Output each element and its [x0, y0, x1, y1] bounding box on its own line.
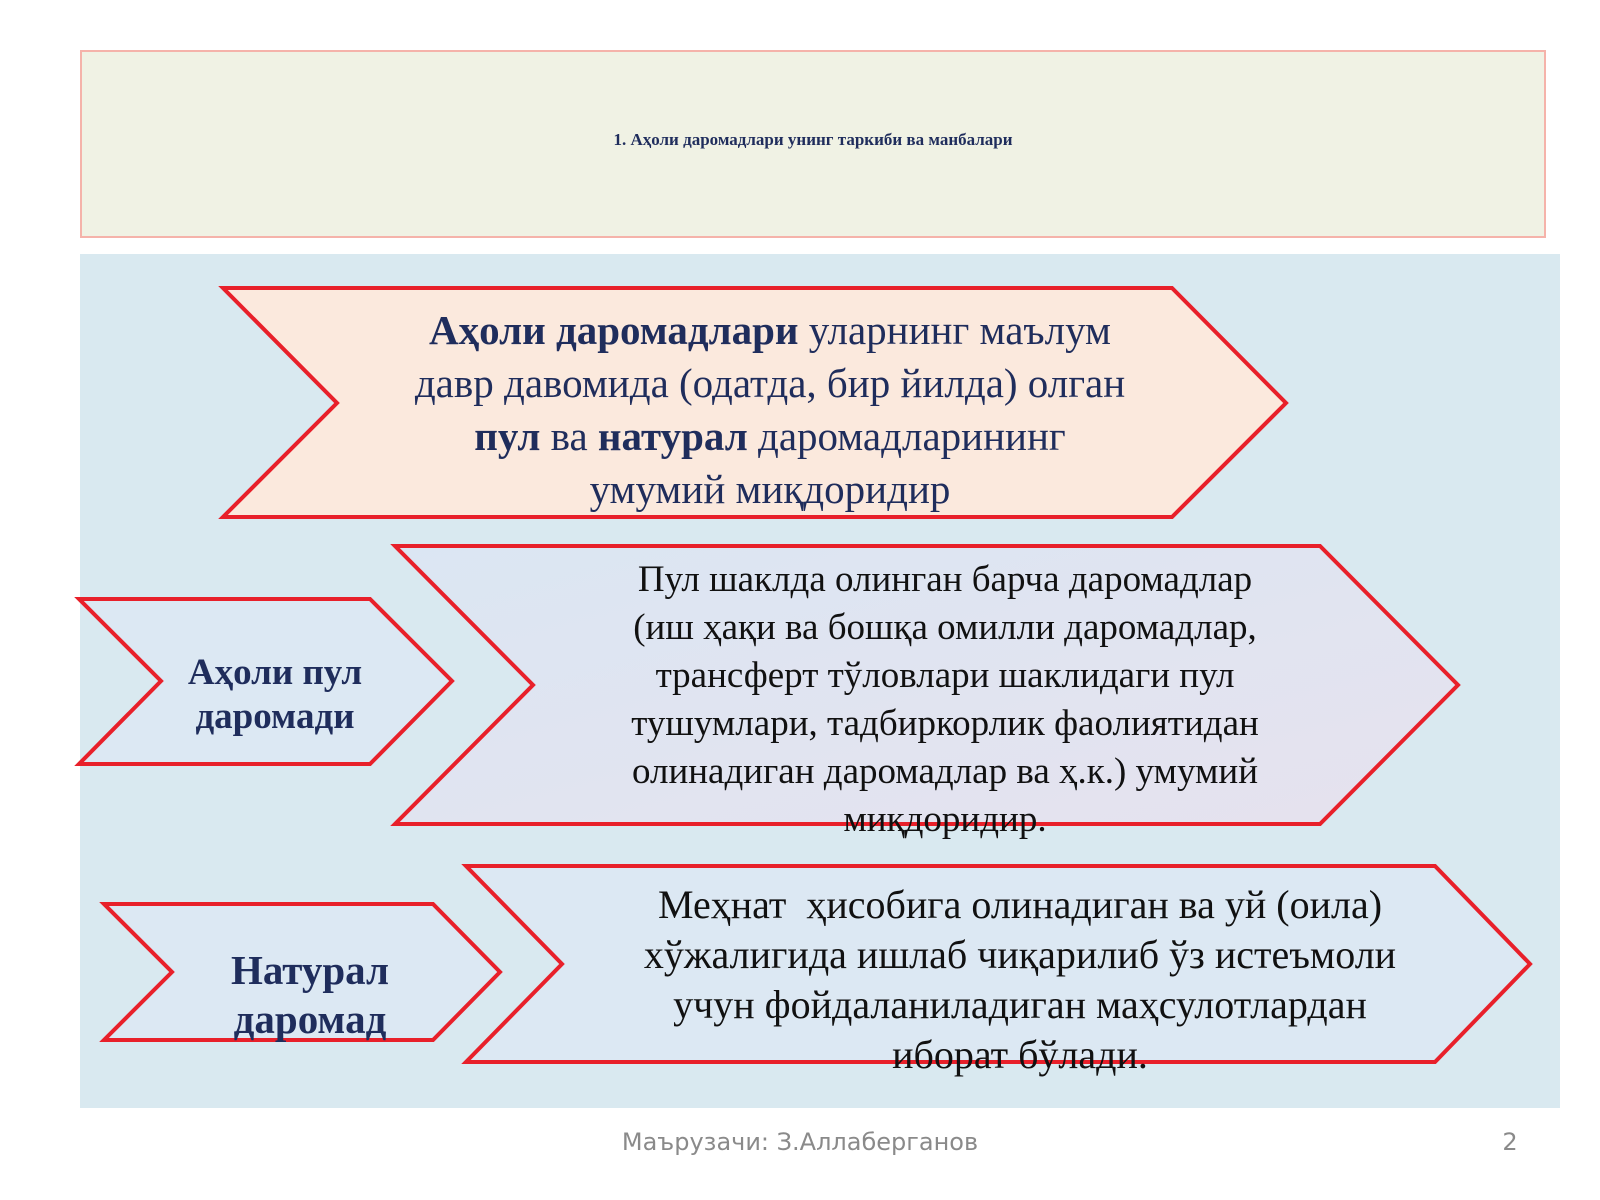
money-desc-line-5: олинадиган даромадлар ва ҳ.к.) умумий [631, 751, 1259, 792]
money-desc-line-3: трансферт тўловлари шаклидаги пул [655, 655, 1235, 696]
money-income-label-line-2: даромади [195, 696, 355, 737]
definition-line-2: давр давомида (одатда, бир йилда) олган [414, 360, 1126, 406]
footer-author: Маърузачи: З.Аллаберганов [621, 1128, 979, 1156]
definition-term: Аҳоли даромадлари [429, 307, 799, 353]
natural-income-label [160, 935, 460, 1055]
slide-title: 1. Аҳоли даромадлари унинг таркиби ва манбалари [613, 130, 1013, 149]
money-income-description [520, 555, 1370, 845]
money-desc-line-6: миқдоридир. [843, 799, 1047, 840]
money-income-label-line-1: Аҳоли пул [187, 652, 363, 693]
definition-money-word: пул [474, 413, 541, 459]
money-desc-line-1: Пул шаклда олинган барча даромадлар [637, 559, 1253, 600]
money-desc-line-2: (иш ҳақи ва бошқа омилли даромадлар, [633, 607, 1257, 648]
definition-line-4: умумий миқдоридир [589, 466, 951, 512]
natural-income-label-line-2: даромад [233, 996, 387, 1042]
definition-line-1 [429, 304, 1111, 357]
money-desc-line-4: тушумлари, тадбиркорлик фаолиятидан [631, 703, 1259, 744]
page-number: 2 [1502, 1128, 1518, 1156]
definition-text [300, 300, 1240, 520]
natural-desc-line-2: хўжалигида ишлаб чиқарилиб ўз истеъмоли [643, 932, 1397, 977]
definition-line-1-rest: уларнинг маълум [798, 307, 1111, 353]
natural-income-label-line-1: Натурал [230, 947, 390, 993]
natural-income-description [560, 880, 1480, 1080]
natural-desc-line-4: иборат бўлади. [892, 1032, 1148, 1077]
natural-desc-line-3: учун фойдаланиладиган маҳсулотлардан [673, 982, 1367, 1027]
money-income-label [130, 640, 420, 750]
definition-line-3-rest: даромадларининг [747, 413, 1066, 459]
definition-and-word: ва [540, 413, 598, 459]
natural-desc-line-1: Меҳнат ҳисобига олинадиган ва уй (оила) [657, 882, 1383, 927]
definition-natural-word: натурал [597, 413, 748, 459]
definition-line-3 [474, 410, 1065, 463]
